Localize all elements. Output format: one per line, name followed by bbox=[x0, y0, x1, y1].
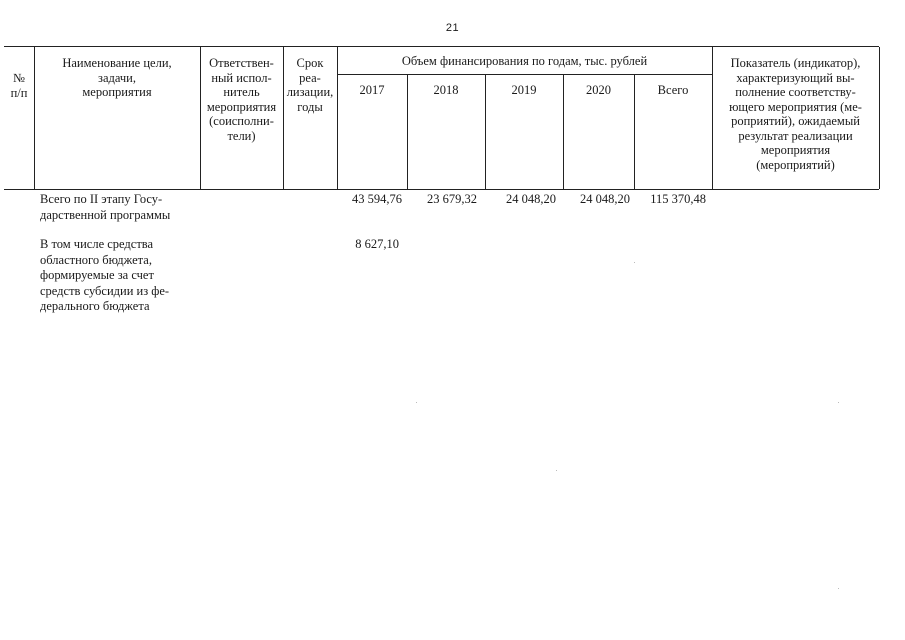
header-year-2018: 2018 bbox=[433, 83, 459, 97]
header-year-2019: 2019 bbox=[511, 83, 537, 97]
scan-speck bbox=[416, 402, 417, 403]
row-total-2017: 43 594,76 bbox=[352, 192, 402, 206]
row-total-stage-2-name: Всего по II этапу Госу- дарственной программы bbox=[40, 192, 171, 222]
header-responsible: Ответствен- ный испол- нитель мероприятия (соисполни- тели) bbox=[206, 56, 277, 143]
row-federal-subsidy-name: В том числе средства областного бюджета, формируемые за счет средств субсидии из фе- дерального бюджета bbox=[40, 237, 170, 313]
scan-speck bbox=[838, 402, 839, 403]
header-year-2020: 2020 bbox=[586, 83, 611, 97]
scan-speck bbox=[634, 262, 635, 263]
page-number: 21 bbox=[445, 22, 460, 34]
row-total-all: 115 370,48 bbox=[650, 192, 706, 206]
header-indicator: Показатель (индикатор), характеризующий вы- полнение соответству- ющего мероприятия (ме- роприятий), ожидаемый результат реализации мероприятия (мероприятий) bbox=[729, 56, 862, 172]
funding-subheader-divider bbox=[337, 74, 712, 75]
scan-speck bbox=[838, 588, 839, 589]
header-year-total: Всего bbox=[657, 83, 689, 97]
header-num: № п/п bbox=[10, 71, 28, 100]
row-total-2019: 24 048,20 bbox=[506, 192, 556, 206]
table-header bbox=[4, 46, 879, 190]
scan-speck bbox=[556, 470, 557, 471]
row-federal-subsidy-2017: 8 627,10 bbox=[355, 237, 399, 251]
header-term: Срок реа- лизации, годы bbox=[286, 56, 334, 114]
header-funding: Объем финансирования по годам, тыс. рублей bbox=[401, 54, 648, 68]
col-divider bbox=[879, 47, 880, 189]
row-total-2018: 23 679,32 bbox=[427, 192, 477, 206]
row-total-2020: 24 048,20 bbox=[580, 192, 630, 206]
header-name: Наименование цели, задачи, мероприятия bbox=[62, 56, 172, 99]
header-year-2017: 2017 bbox=[359, 83, 385, 97]
